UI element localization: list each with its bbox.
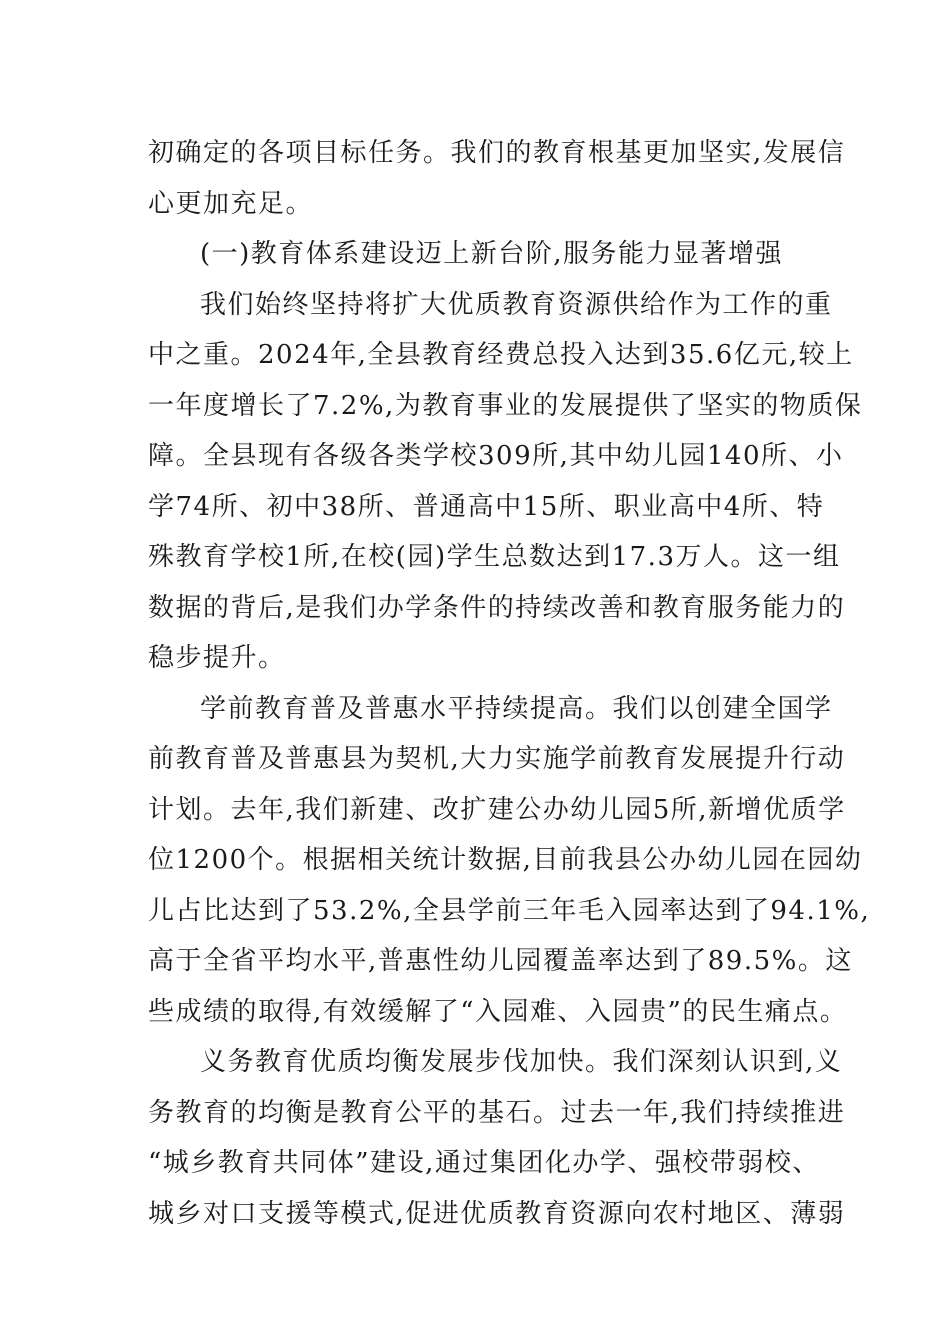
text-line: 城乡对口支援等模式,促进优质教育资源向农村地区、薄弱 <box>148 1198 846 1229</box>
text-line: 稳步提升。 <box>148 643 286 673</box>
text-line: 儿占比达到了53.2%,全县学前三年毛入园率达到了94.1%, <box>148 895 871 926</box>
text-line: 前教育普及普惠县为契机,大力实施学前教育发展提升行动 <box>148 744 846 774</box>
text-line: 学74所、初中38所、普通高中15所、职业高中4所、特 <box>148 491 825 522</box>
text-line: 计划。去年,我们新建、改扩建公办幼儿园5所,新增优质学 <box>148 794 846 825</box>
text-line: 位1200个。根据相关统计数据,目前我县公办幼儿园在园幼 <box>148 845 863 875</box>
text-line: 殊教育学校1所,在校(园)学生总数达到17.3万人。这一组 <box>148 542 841 572</box>
text-line: 务教育的均衡是教育公平的基石。过去一年,我们持续推进 <box>148 1097 846 1128</box>
paragraph-start-line: 我们始终坚持将扩大优质教育资源供给作为工作的重 <box>200 289 833 320</box>
text-line: 心更加充足。 <box>148 188 314 219</box>
text-line: 障。全县现有各级各类学校309所,其中幼儿园140所、小 <box>148 441 844 471</box>
text-line: 高于全省平均水平,普惠性幼儿园覆盖率达到了89.5%。这 <box>148 946 853 976</box>
paragraph-start-line: 义务教育优质均衡发展步伐加快。我们深刻认识到,义 <box>200 1047 843 1077</box>
text-line: 中之重。2024年,全县教育经费总投入达到35.6亿元,较上 <box>148 340 854 370</box>
body-text <box>148 128 871 1239</box>
paragraph-start-line: 学前教育普及普惠水平持续提高。我们以创建全国学 <box>200 693 833 724</box>
text-line: 一年度增长了7.2%,为教育事业的发展提供了坚实的物质保 <box>148 390 863 421</box>
text-line: 些成绩的取得,有效缓解了“入园难、入园贵”的民生痛点。 <box>148 996 848 1027</box>
text-line: 初确定的各项目标任务。我们的教育根基更加坚实,发展信 <box>148 138 846 168</box>
section-heading: (一)教育体系建设迈上新台阶,服务能力显著增强 <box>200 239 784 269</box>
text-line: “城乡教育共同体”建设,通过集团化办学、强校带弱校、 <box>148 1148 820 1178</box>
text-line: 数据的背后,是我们办学条件的持续改善和教育服务能力的 <box>148 592 846 623</box>
